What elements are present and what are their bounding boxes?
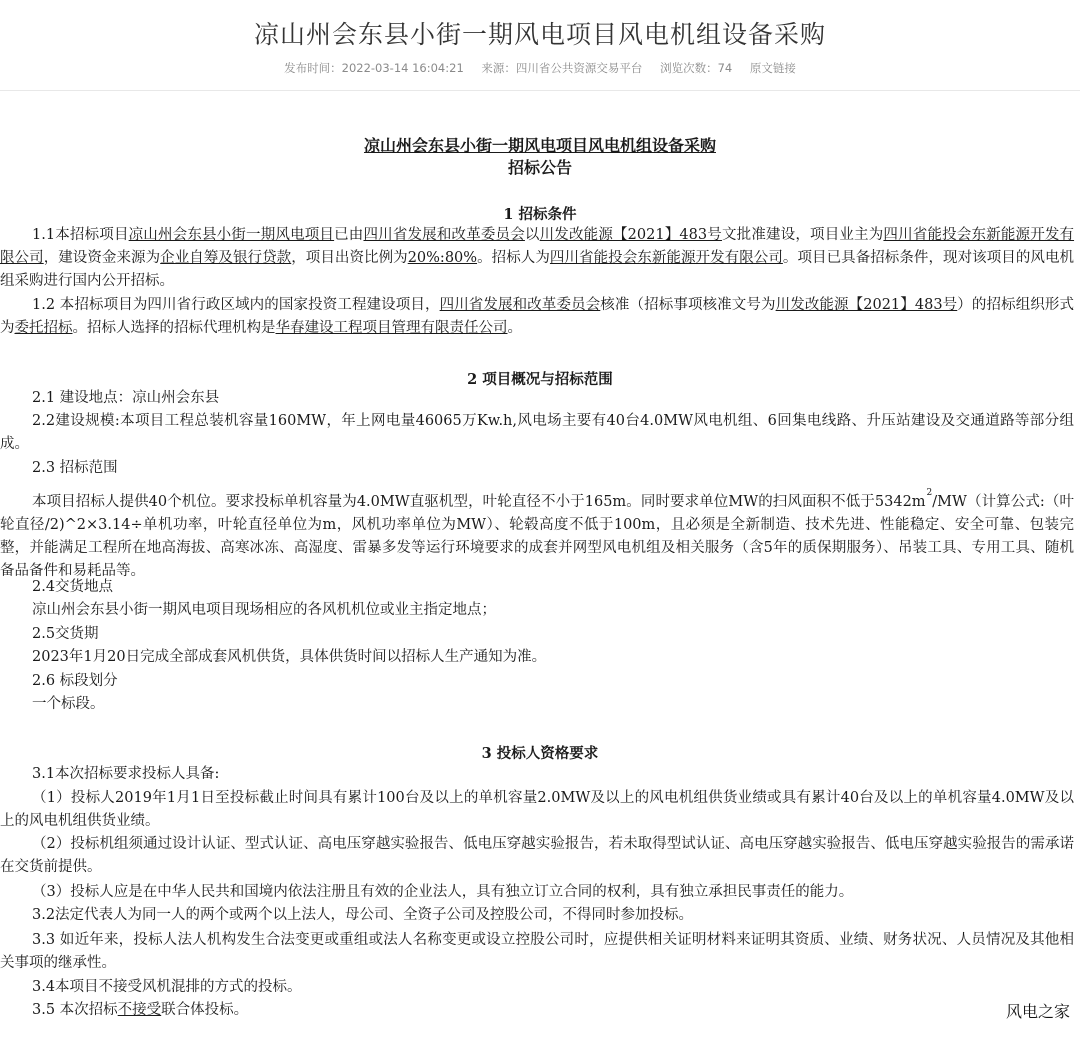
- clause-3-1-2: （2）投标机组须通过设计认证、型式认证、高电压穿越实验报告、低电压穿越实验报告，若未取得型试认证、高电压穿越实验报告、低电压穿越实验报告的需承诺在交货前提供。: [0, 836, 1074, 875]
- doc-title: 凉山州会东县小街一期风电项目风电机组设备采购: [363, 136, 716, 155]
- clause-3-1-3: （3）投标人应是在中华人民共和国境内依法注册且有效的企业法人，具有独立订立合同的权利，具有独立承担民事责任的能力。: [32, 884, 854, 900]
- clause-3-1: 3.1本次招标要求投标人具备:: [32, 766, 220, 782]
- clause-2-6-text: 一个标段。: [32, 696, 105, 712]
- original-link[interactable]: 原文链接: [749, 61, 796, 75]
- page-title: 凉山州会东县小街一期风电项目风电机组设备采购: [253, 20, 826, 49]
- view-count: 浏览次数：74: [660, 61, 733, 75]
- section-2-heading: 2 项目概况与招标范围: [467, 371, 613, 388]
- page-header: [0, 0, 1080, 91]
- section-3-heading: 3 投标人资格要求: [481, 745, 599, 762]
- watermark-logo-text: 风电之家: [1005, 1002, 1070, 1021]
- clause-3-4: 3.4本项目不接受风机混排的方式的投标。: [32, 979, 302, 995]
- clause-3-3: 3.3 如近年来，投标人法人机构发生合法变更或重组或法人名称变更或设立控股公司时，应提供相关证明材料来证明其资质、业绩、财务状况、人员情况及其他相关事项的继承性。: [0, 932, 1074, 971]
- source: 来源：四川省公共资源交易平台: [481, 61, 643, 75]
- clause-2-2: 2.2建设规模:本项目工程总装机容量160MW，年上网电量46065万Kw.h,风电场主要有40台4.0MW风电机组、6回集电线路、升压站建设及交通道路等部分组成。: [0, 413, 1074, 452]
- clause-2-6-heading: 2.6 标段划分: [32, 673, 118, 689]
- clause-3-1-1: （1）投标人2019年1月1日至投标截止时间具有累计100台及以上的单机容量2.0MW及以上的风电机组供货业绩或具有累计40台及以上的单机容量4.0MW及以上的风电机组供货业绩。: [0, 790, 1074, 829]
- clause-3-2: 3.2法定代表人为同一人的两个或两个以上法人，母公司、全资子公司及控股公司，不得同时参加投标。: [32, 907, 694, 923]
- clause-2-3-heading: 2.3 招标范围: [32, 460, 118, 476]
- clause-2-1: 2.1 建设地点：凉山州会东县: [32, 390, 220, 406]
- clause-2-4-heading: 2.4交货地点: [32, 579, 114, 595]
- clause-2-5-heading: 2.5交货期: [32, 626, 99, 642]
- clause-2-4-text: 凉山州会东县小街一期风电项目现场相应的各风机机位或业主指定地点；: [32, 602, 496, 618]
- clause-2-5-text: 2023年1月20日完成全部成套风机供货，具体供货时间以招标人生产通知为准。: [32, 649, 547, 665]
- publish-time: 发布时间：2022-03-14 16:04:21: [284, 61, 464, 75]
- clause-1-1: 1.1本招标项目凉山州会东县小街一期风电项目已由四川省发展和改革委员会以川发改能源【2021】483号文批准建设，项目业主为四川省能投会东新能源开发有限公司，建设资金来源为企业自筹及银行贷款，项目出资比例为20%:80%。招标人为四川省能投会东新能源开发有限公司。项目已具备招标条件，现对该项目的风电机组采购进行国内公开招标。: [0, 227, 1075, 289]
- clause-3-5: 3.5 本次招标不接受联合体投标。: [32, 1002, 249, 1018]
- clause-1-2: 1.2 本招标项目为四川省行政区域内的国家投资工程建设项目，四川省发展和改革委员会核准（招标事项核准文号为川发改能源【2021】483号）的招标组织形式为委托招标。招标人选择的招标代理机构是华春建设工程项目管理有限责任公司。: [0, 297, 1075, 336]
- doc-subtitle: 招标公告: [507, 158, 572, 177]
- section-1-heading: 1 招标条件: [503, 206, 577, 223]
- clause-2-3-text: 本项目招标人提供40个机位。要求投标单机容量为4.0MW直驱机型，叶轮直径不小于165m。同时要求单位MW的扫风面积不低于$5342m^2/MW$（计算公式:（叶轮直径/2)^2×3.14÷单机功率，叶轮直径单位为m，风机功率单位为MW）、轮毂高度不低于100m，且必须是全新制造、技术先进、性能稳定、安全可靠、包装完整，并能满足工程所在地高海拔、高寒冰冻、高湿度、雷暴多发等运行环境要求的成套并网型风电机组及相关服务（含5年的质保期服务）、吊装工具、专用工具、随机备品备件和易耗品等。: [0, 488, 1074, 579]
- meta-info: [0, 60, 1080, 76]
